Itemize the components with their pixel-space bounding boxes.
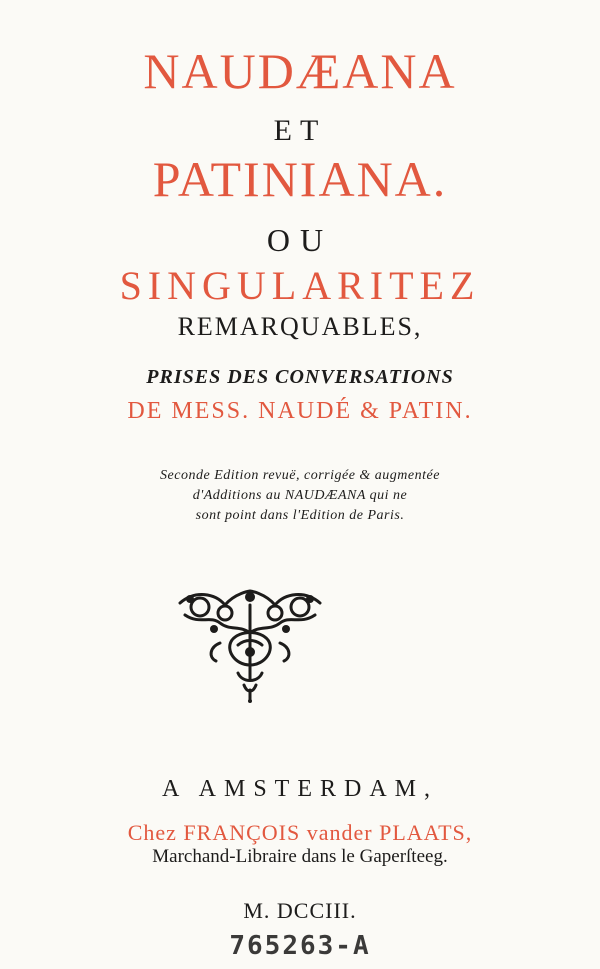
edition-note-line-3: sont point dans l'Edition de Paris. [195,508,405,523]
title-singularitez: SINGULARITEZ [119,263,481,308]
title-patiniana: PATINIANA. [152,151,448,207]
imprint-date: M. DCCIII. [243,898,357,923]
title-ou: OU [266,222,334,258]
title-authors: DE MESS. NAUDÉ & PATIN. [127,398,473,424]
imprint-publisher: Chez FRANÇOIS vander PLAATS, [127,820,473,845]
title-prises-des-conversations: PRISES DES CONVERSATIONS [146,366,454,388]
fleuron-ornament-icon [170,585,330,703]
title-remarquables: REMARQUABLES, [177,312,423,341]
title-naudaeana: NAUDÆANA [143,43,457,99]
edition-note-line-2: d'Additions au NAUDÆANA qui ne [192,488,408,503]
title-et: ET [273,114,327,147]
imprint-address: Marchand-Libraire dans le Gaperſteeg. [152,846,448,867]
edition-note-line-1: Seconde Edition revuë, corrigée & augmentée [160,468,440,483]
library-shelfmark: 765263-A [229,931,371,961]
imprint-place: A AMSTERDAM, [161,776,439,802]
